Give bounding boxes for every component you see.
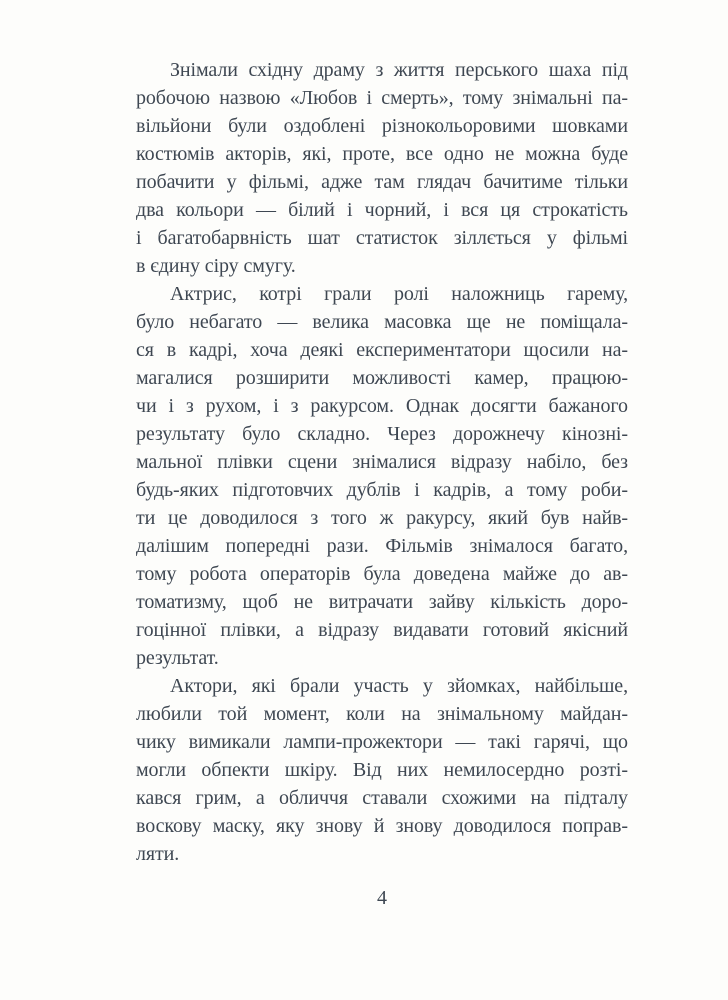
text-line: два кольори — білий і чорний, і вся ця строкатість [136,199,628,221]
text-line: вільйони були оздоблені різнокольоровими шовками [136,115,628,137]
text-line: побачити у фільмі, адже там глядач бачитиме тільки [136,171,628,193]
text-line: кався грим, а обличчя ставали схожими на підталу [136,787,628,809]
text-line: любили той момент, коли на знімальному майдан- [136,703,628,725]
text-line: ти це доводилося з того ж ракурсу, який був найв- [136,507,628,529]
text-line: чику вимикали лампи-прожектори — такі гарячі, що [136,731,628,753]
paragraph [136,280,628,672]
text-line: результат. [136,647,219,669]
text-line: і багатобарвність шат статисток зіллється у фільмі [136,227,628,249]
paragraph [136,56,628,280]
text-line: тому робота операторів була доведена майже до ав- [136,563,628,585]
text-block [136,56,628,912]
text-line: робочою назвою «Любов і смерть», тому знімальні па- [136,87,628,109]
text-line: мальної плівки сцени знімалися відразу набіло, без [136,451,628,473]
text-line: далішим попередні рази. Фільмів знімалося багато, [136,535,628,557]
text-line: ся в кадрі, хоча деякі експериментатори щосили на- [136,339,628,361]
text-line: томатизму, щоб не витрачати зайву кількість доро- [136,591,628,613]
text-line: чи і з рухом, і з ракурсом. Однак досягти бажаного [136,395,628,417]
text-line: магалися розширити можливості камер, працюю- [136,367,628,389]
text-line: Знімали східну драму з життя перського шаха під [170,59,628,81]
text-line: Актрис, котрі грали ролі наложниць гарему, [170,283,628,305]
paragraphs-container [136,56,628,868]
text-line: могли обпекти шкіру. Від них немилосердно розті- [136,759,628,781]
text-line: ляти. [136,843,180,865]
text-line: було небагато — велика масовка ще не поміщала- [136,311,628,333]
text-line: костюмів акторів, які, проте, все одно не можна буде [136,143,628,165]
text-line: Актори, які брали участь у зйомках, найбільше, [170,675,628,697]
page-number: 4 [377,887,387,909]
text-line: в єдину сіру смугу. [136,255,296,277]
text-line: гоцінної плівки, а відразу видавати готовий якісний [136,619,628,641]
text-line: результату було складно. Через дорожнечу кінозні- [136,423,628,445]
paragraph [136,672,628,868]
text-line: воскову маску, яку знову й знову доводилося поправ- [136,815,628,837]
text-line: будь-яких підготовчих дублів і кадрів, а тому роби- [136,479,628,501]
